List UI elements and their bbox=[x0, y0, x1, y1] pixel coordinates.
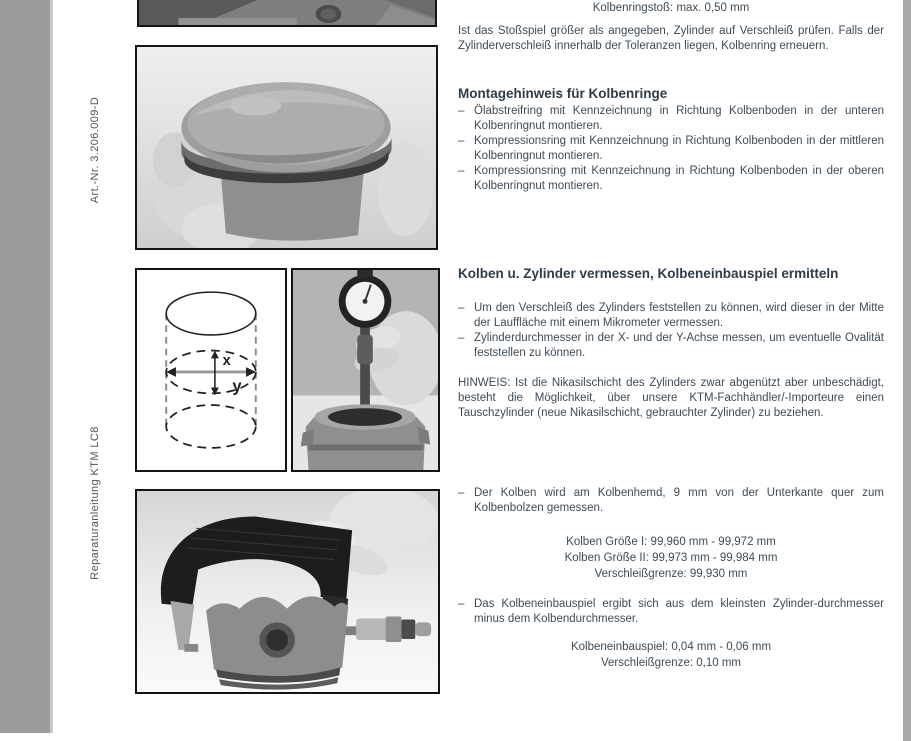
heading-montagehinweis: Montagehinweis für Kolbenringe bbox=[458, 86, 668, 101]
page-left-margin-strip bbox=[0, 0, 53, 733]
bullet-dash-icon: – bbox=[458, 135, 465, 147]
list-item: – Ölabstreifring mit Kennzeichnung in Richtung Kolbenboden in der unteren Kolbenringnut montieren. bbox=[458, 105, 884, 132]
piston-pin-bore bbox=[266, 629, 288, 651]
micrometer-ratchet bbox=[415, 622, 431, 636]
bullet-dash-icon: – bbox=[458, 165, 465, 177]
spec-line: Verschleißgrenze: 99,930 mm bbox=[594, 568, 748, 580]
specs-einbauspiel bbox=[458, 639, 884, 671]
paragraph-stossspiel: Ist das Stoßspiel größer als angegeben, Zylinder auf Verschleiß prüfen. Falls der Zylinderverschleiß innerhalb der Toleranzen liegen, Kolbenring erneuern. bbox=[458, 25, 884, 52]
list-vermessen bbox=[458, 301, 884, 361]
engine-case-photo-graphic bbox=[139, 0, 435, 25]
cylinder-diagram-graphic bbox=[137, 270, 285, 470]
list-item: – Das Kolbeneinbauspiel ergibt sich aus dem kleinsten Zylinder-durchmesser minus dem Kolbendurchmesser. bbox=[458, 598, 884, 625]
list-kolbenhemd bbox=[458, 486, 884, 516]
photo-bore-gauge-in-cylinder bbox=[291, 268, 440, 472]
photo-piston-in-hand bbox=[135, 45, 438, 250]
cylinder-bore bbox=[328, 408, 402, 426]
list-item: – Kompressionsring mit Kennzeichnung in Richtung Kolbenboden in der mittleren Kolbenringnut montieren. bbox=[458, 135, 884, 162]
spec-kolbenringstoss: Kolbenringstoß: max. 0,50 mm bbox=[592, 2, 750, 14]
bullet-dash-icon: – bbox=[458, 105, 465, 117]
bullet-dash-icon: – bbox=[458, 302, 465, 314]
bullet-dash-icon: – bbox=[458, 487, 465, 499]
list-item: – Um den Verschleiß des Zylinders feststellen zu können, wird dieser in der Mitte der Lauffläche mit einem Mikrometer vermessen. bbox=[458, 302, 884, 329]
photo-micrometer-on-piston bbox=[135, 489, 440, 694]
bullet-dash-icon: – bbox=[458, 598, 465, 610]
list-kolbeneinbauspiel bbox=[458, 597, 884, 627]
list-item: – Zylinderdurchmesser in der X- und der Y-Achse messen, um eventuelle Ovalität feststellen zu können. bbox=[458, 332, 884, 359]
specs-kolben-groesse bbox=[458, 534, 884, 582]
note-hinweis: HINWEIS: Ist die Nikasilschicht des Zylinders zwar abgenützt aber unbeschädigt, besteht die Möglichkeit, über unsere KTM-Fachhändler/-Importeure einen Tauschzylinder (neue Nikasilschicht, gebrauchter Zylinder) zu beziehen. bbox=[458, 377, 884, 419]
piston-photo-graphic bbox=[137, 47, 436, 248]
diagram-y-label: y bbox=[232, 376, 242, 396]
manual-title-vertical-label: Reparaturanleitung KTM LC8 bbox=[89, 426, 101, 580]
art-number-vertical-label: Art.-Nr. 3.206.009-D bbox=[89, 96, 101, 204]
bore-gauge-photo-graphic bbox=[293, 270, 438, 470]
diagram-cylinder-x-y-measurement bbox=[135, 268, 287, 472]
spec-line: Kolben Größe I: 99,960 mm - 99,972 mm bbox=[566, 536, 776, 548]
photo-engine-case-cropped bbox=[137, 0, 437, 27]
page-right-edge-strip bbox=[903, 0, 911, 741]
list-item: – Der Kolben wird am Kolbenhemd, 9 mm von der Unterkante quer zum Kolbenbolzen gemessen. bbox=[458, 487, 884, 514]
heading-kolben-zylinder-vermessen: Kolben u. Zylinder vermessen, Kolbeneinbauspiel ermitteln bbox=[458, 266, 839, 281]
spec-line: Kolben Größe II: 99,973 mm - 99,984 mm bbox=[564, 552, 778, 564]
spec-line: Kolbeneinbauspiel: 0,04 mm - 0,06 mm bbox=[570, 641, 772, 653]
diagram-x-label: x bbox=[222, 353, 231, 370]
micrometer-photo-graphic bbox=[137, 491, 438, 692]
list-item: – Kompressionsring mit Kennzeichnung in Richtung Kolbenboden in der oberen Kolbenringnut montieren. bbox=[458, 165, 884, 192]
spec-line: Verschleißgrenze: 0,10 mm bbox=[601, 657, 741, 669]
list-montagehinweis bbox=[458, 104, 884, 194]
bullet-dash-icon: – bbox=[458, 332, 465, 344]
